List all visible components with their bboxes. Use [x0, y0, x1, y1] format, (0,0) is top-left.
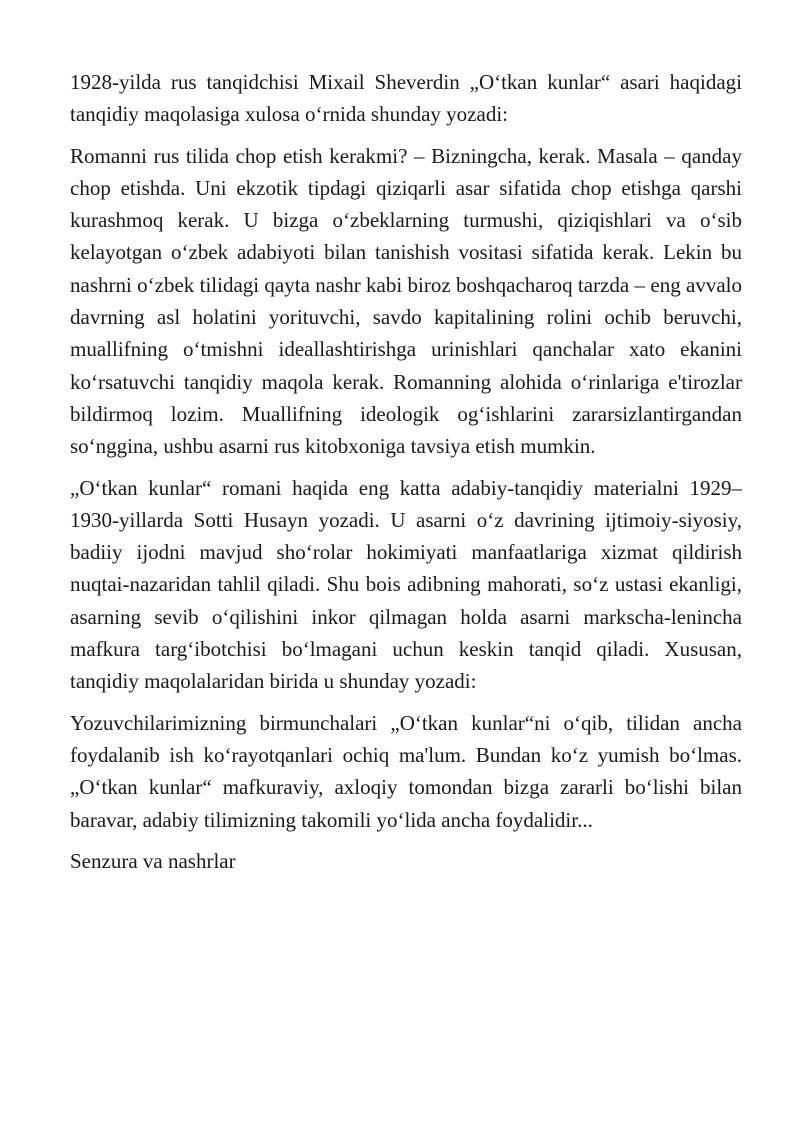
document-page — [70, 66, 742, 877]
paragraph-intro: 1928-yilda rus tanqidchisi Mixail Sheverdin „O‘tkan kunlar“ asari haqidagi tanqidiy maqolasiga xulosa o‘rnida shunday yozadi: — [70, 70, 742, 127]
paragraph-sotti-husayn: „O‘tkan kunlar“ romani haqida eng katta adabiy-tanqidiy materialni 1929–1930-yillarda Sotti Husayn yozadi. U asarni o‘z davrining ijtimoiy-siyosiy, badiiy ijodni mavjud sho‘rolar hokimiyati manfaatlariga xizmat qildirish nuqtai-nazaridan tahlil qiladi. Shu bois adibning mahorati, so‘z ustasi ekanligi, asarning sevib o‘qilishini inkor qilmagan holda asarni markscha-lenincha mafkura targ‘ibotchisi bo‘lmagani uchun keskin tanqid qiladi. Xususan, tanqidiy maqolalaridan birida u shunday yozadi: — [70, 475, 742, 694]
section-heading: Senzura va nashrlar — [70, 848, 236, 873]
paragraph-husayn-quote: Yozuvchilarimizning birmunchalari „O‘tkan kunlar“ni o‘qib, tilidan ancha foydalanib ish ko‘rayotqanlari ochiq ma'lum. Bundan ko‘z yumish bo‘lmas. „O‘tkan kunlar“ mafkuraviy, axloqiy tomondan bizga zararli bo‘lishi bilan baravar, adabiy tilimizning takomili yo‘lida ancha foydalidir... — [70, 710, 742, 832]
paragraph-sheverdin-quote: Romanni rus tilida chop etish kerakmi? – Bizningcha, kerak. Masala – qanday chop etishda. Uni ekzotik tipdagi qiziqarli asar sifatida chop etishga qarshi kurashmoq kerak. U bizga o‘zbeklarning turmushi, qiziqishlari va o‘sib kelayotgan o‘zbek adabiyoti bilan tanishish vositasi sifatida kerak. Lekin bu nashrni o‘zbek tilidagi qayta nashr kabi biroz boshqacharoq tarzda – eng avvalo davrning asl holatini yorituvchi, savdo kapitalining rolini ochib beruvchi, muallifning o‘tmishni ideallashtirishga urinishlari qanchalar xato ekanini ko‘rsatuvchi tanqidiy maqola kerak. Romanning alohida o‘rinlariga e'tirozlar bildirmoq lozim. Muallifning ideologik og‘ishlarini zararsizlantirgandan so‘nggina, ushbu asarni rus kitobxoniga tavsiya etish mumkin. — [70, 143, 742, 459]
